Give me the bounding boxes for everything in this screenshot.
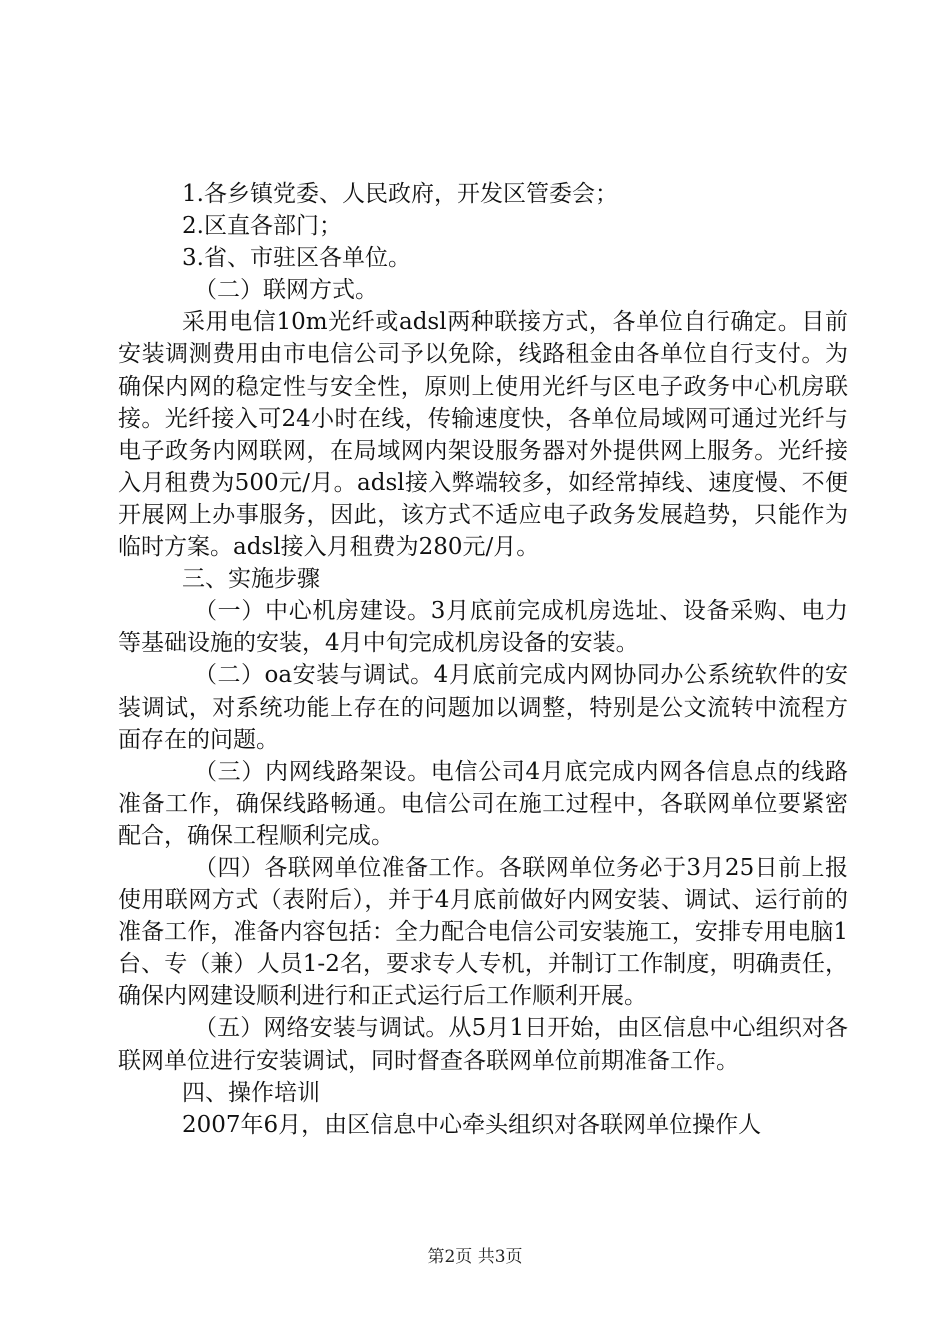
paragraph-recipient-3: 3.省、市驻区各单位。 <box>182 245 411 272</box>
paragraph-recipient-1: 1.各乡镇党委、人民政府，开发区管委会； <box>182 181 618 207</box>
section-heading-training: 四、操作培训 <box>182 1079 320 1106</box>
paragraph-network-mode: 采用电信10m光纤或adsl两种联接方式，各单位自行确定。目前安装调测费用由市电信公司予以免除，线路租金由各单位自行支付。为确保内网的稳定性与安全性，原则上使用光纤与区电子政务中心机房联接。光纤接入可24小时在线，传输速度快，各单位局域网可通过光纤与电子政务内网联网，在局域网内架设服务器对外提供网上服务。光纤接入月租费为500元/月。adsl接入弊端较多，如经常掉线、速度慢、不便开展网上办事服务，因此，该方式不适应电子政务发展趋势，只能作为临时方案。adsl接入月租费为280元/月。 <box>118 309 848 561</box>
section-heading-implementation-steps: 三、实施步骤 <box>182 566 320 593</box>
paragraph-recipient-2: 2.区直各部门； <box>182 213 342 240</box>
paragraph-step-4: （四）各联网单位准备工作。各联网单位务必于3月25日前上报使用联网方式（表附后），并于4月底前做好内网安装、调试、运行前的准备工作，准备内容包括：全力配合电信公司安装施工，安排专用电脑1台、专（兼）人员1-2名，要求专人专机，并制订工作制度，明确责任，确保内网建设顺利进行和正式运行后工作顺利开展。 <box>118 854 848 1010</box>
document-body <box>118 178 848 1141</box>
paragraph-step-3: （三）内网线路架设。电信公司4月底完成内网各信息点的线路准备工作，确保线路畅通。电信公司在施工过程中，各联网单位要紧密配合，确保工程顺利完成。 <box>118 758 848 849</box>
section-heading-network-mode: （二）联网方式。 <box>194 277 378 304</box>
page-number: 第2页 共3页 <box>427 1247 523 1267</box>
paragraph-step-1: （一）中心机房建设。3月底前完成机房选址、设备采购、电力等基础设施的安装，4月中旬完成机房设备的安装。 <box>118 598 848 657</box>
paragraph-training: 2007年6月，由区信息中心牵头组织对各联网单位操作人 <box>182 1111 762 1138</box>
paragraph-step-2: （二）oa安装与调试。4月底前完成内网协同办公系统软件的安装调试，对系统功能上存在的问题加以调整，特别是公文流转中流程方面存在的问题。 <box>118 662 848 753</box>
paragraph-step-5: （五）网络安装与调试。从5月1日开始，由区信息中心组织对各联网单位进行安装调试，同时督查各联网单位前期准备工作。 <box>118 1015 848 1074</box>
page-footer <box>0 1242 950 1267</box>
